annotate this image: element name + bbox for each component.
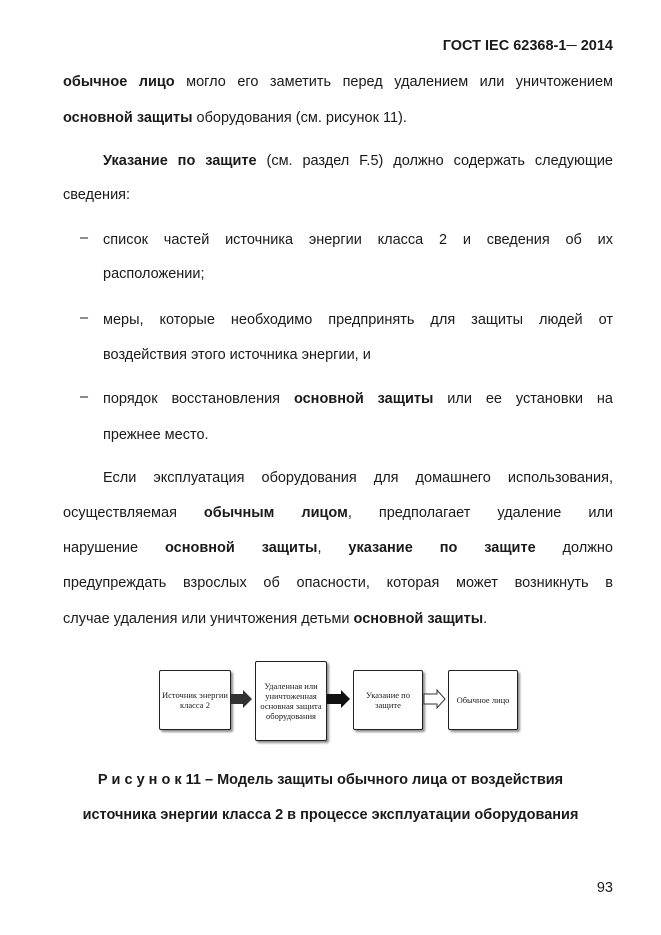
box-energy-source: Источник энергии класса 2: [159, 670, 231, 730]
arrow-right-icon: [327, 690, 351, 708]
bold-term: основной защиты: [353, 611, 484, 627]
caption-prefix: Р и с у н о к 11: [97, 772, 201, 788]
paragraph-line: [63, 72, 613, 92]
list-bullet: –: [80, 310, 89, 326]
text-run: или ее установки на: [433, 391, 614, 407]
box-safety-instruction: Указание по защите: [353, 670, 423, 730]
bold-term: Указание по защите: [103, 153, 257, 169]
box-ordinary-person: Обычное лицо: [448, 670, 518, 730]
paragraph-line: [63, 503, 613, 523]
bold-term: основной защиты: [63, 110, 193, 126]
text-run: оборудования (см. рисунок 11).: [192, 110, 407, 126]
paragraph-line: [63, 538, 613, 558]
paragraph-line: сведения:: [63, 187, 131, 203]
paragraph-line: Если эксплуатация оборудования для домашнего использования,: [103, 470, 613, 486]
figure-caption-line: источника энергии класса 2 в процессе эксплуатации оборудования: [82, 807, 579, 823]
text-run: (см. раздел F.5) должно содержать следующие: [256, 153, 613, 169]
paragraph-line: предупреждать взрослых об опасности, которая может возникнуть в: [63, 575, 613, 591]
box-removed-protection: Удаленная или уничтоженная основная защита оборудования: [255, 661, 327, 741]
caption-text: – Модель защиты обычного лица от воздействия: [200, 772, 564, 788]
list-item-line: воздействия этого источника энергии, и: [103, 347, 371, 363]
paragraph-line: [103, 151, 613, 171]
bold-term: обычное лицо: [63, 74, 175, 90]
paragraph-line: [63, 108, 613, 128]
bold-term: основной защиты: [165, 540, 318, 556]
list-item-line: прежнее место.: [103, 427, 209, 443]
list-item-line: список частей источника энергии класса 2 и сведения об их: [103, 232, 613, 248]
page-number: 93: [596, 880, 613, 896]
text-run: порядок восстановления: [103, 391, 294, 407]
arrow-right-icon: [231, 690, 253, 708]
text-run: , предполагает удаление или: [347, 505, 613, 521]
paragraph-line: [63, 609, 613, 629]
text-run: .: [483, 611, 488, 627]
list-bullet: –: [80, 230, 89, 246]
list-item-line: [103, 389, 613, 409]
list-bullet: –: [80, 389, 89, 405]
text-run: осуществляемая: [63, 505, 204, 521]
list-item-line: меры, которые необходимо предпринять для защиты людей от: [103, 312, 613, 328]
text-run: могло его заметить перед удалением или уничтожением: [174, 74, 613, 90]
list-item-line: расположении;: [103, 266, 205, 282]
arrow-right-outline-icon: [423, 689, 447, 709]
text-run: должно: [535, 540, 614, 556]
document-code: ГОСТ IEC 62368-1─ 2014: [442, 38, 613, 54]
figure-caption-line: [0, 772, 661, 788]
bold-term: обычным лицом: [203, 505, 348, 521]
text-run: ,: [317, 540, 349, 556]
text-run: случае удаления или уничтожения детьми: [63, 611, 354, 627]
text-run: нарушение: [63, 540, 166, 556]
bold-term: указание по защите: [348, 540, 536, 556]
bold-term: основной защиты: [293, 391, 434, 407]
